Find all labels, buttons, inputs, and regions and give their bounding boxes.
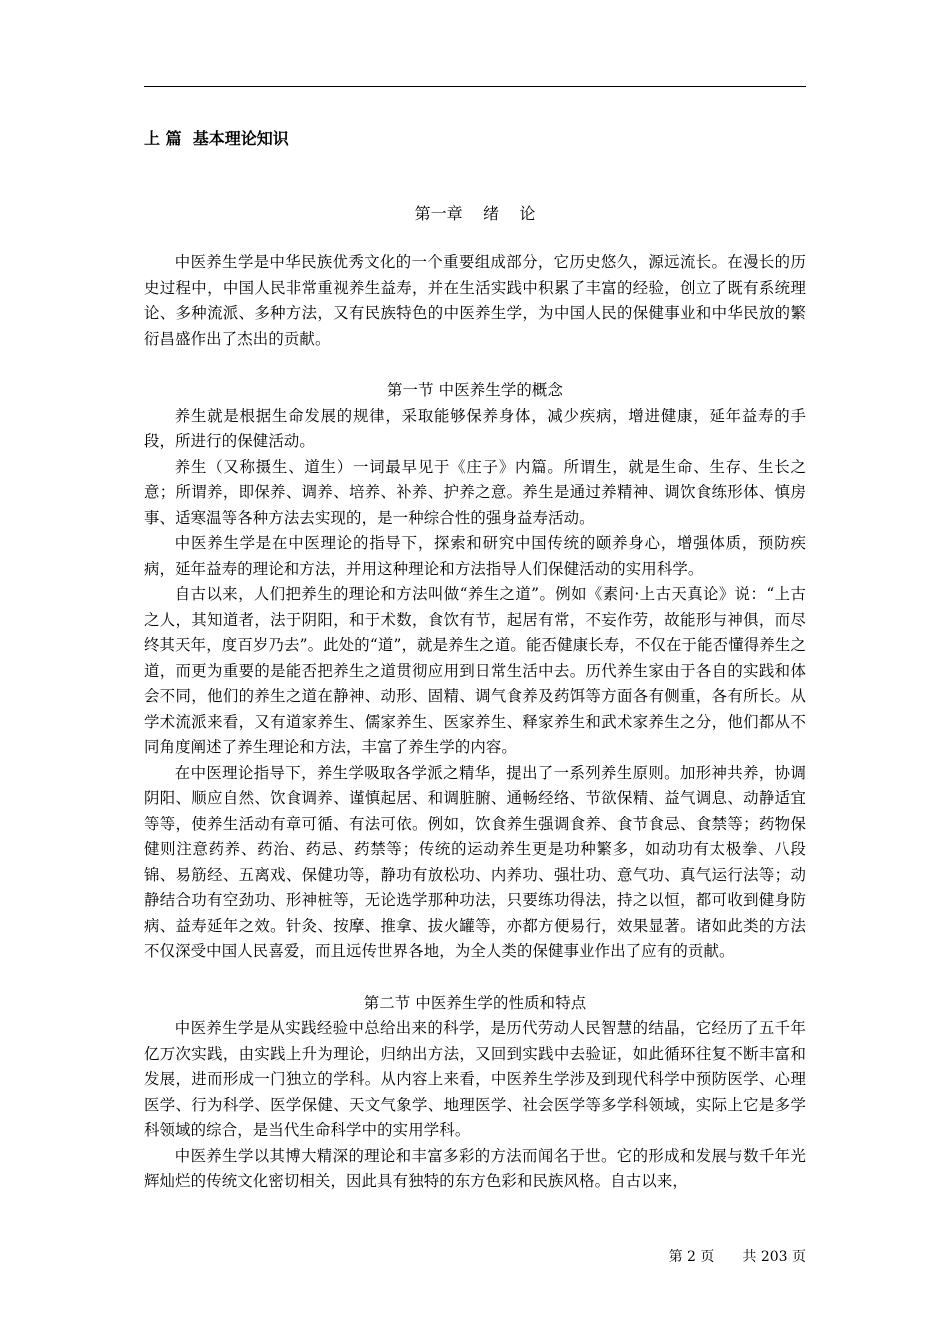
part-title: 上 篇 基本理论知识 <box>144 129 289 148</box>
chapter-title: 第一章 绪 论 <box>414 204 536 223</box>
section-1-paragraph: 自古以来，人们把养生的理论和方法叫做“养生之道”。例如《素问·上古天真论》说：“上古之人，其知道者，法于阴阳，和于术数，食饮有节，起居有常，不妄作劳，故能形与神俱，而尽终其天年，度百岁乃去”。此处的“道”，就是养生之道。能否健康长寿，不仅在于能否懂得养生之道，而更为重要的是能否把养生之道贯彻应用到日常生活中去。历代养生家由于各自的实践和体会不同，他们的养生之道在静神、动形、固精、调气食养及药饵等方面各有侧重，各有所长。从学术流派来看，又有道家养生、儒家养生、医家养生、释家养生和武术家养生之分，他们都从不同角度阐述了养生理论和方法，丰富了养生学的内容。 <box>144 585 806 756</box>
page-total: 共 203 页 <box>742 1249 806 1265</box>
page-body <box>144 250 806 1195</box>
section-2-paragraph: 中医养生学是从实践经验中总给出来的科学，是历代劳动人民智慧的结晶，它经历了五千年亿万次实践，由实践上升为理论，归纳出方法，又回到实践中去验证，如此循环往复不断丰富和发展，进而形成一门独立的学科。从内容上来看，中医养生学涉及到现代科学中预防医学、心理医学、行为科学、医学保健、天文气象学、地理医学、社会医学等多学科领域，实际上它是多学科领域的综合，是当代生命科学中的实用学科。 <box>144 1019 806 1139</box>
section-1-title: 第一节 中医养生学的概念 <box>387 381 563 399</box>
section-1-paragraph: 中医养生学是在中医理论的指导下，探索和研究中国传统的颐养身心，增强体质，预防疾病，延年益寿的理论和方法，并用这种理论和方法指导人们保健活动的实用科学。 <box>144 534 806 578</box>
section-1-paragraph: 养生就是根据生命发展的规律，采取能够保养身体，减少疾病，增进健康，延年益寿的手段，所进行的保健活动。 <box>144 406 806 450</box>
section-1-paragraph: 养生（又称摄生、道生）一词最早见于《庄子》内篇。所谓生，就是生命、生存、生长之意；所谓养，即保养、调养、培养、补养、护养之意。养生是通过养精神、调饮食练形体、慎房事、适寒温等各种方法去实现的，是一种综合性的强身益寿活动。 <box>144 457 806 527</box>
page-number: 第 2 页 <box>668 1249 715 1265</box>
section-2-title: 第二节 中医养生学的性质和特点 <box>363 993 587 1012</box>
page-footer <box>669 1247 806 1267</box>
chapter-intro-paragraph: 中医养生学是中华民族优秀文化的一个重要组成部分，它历史悠久，源远流长。在漫长的历史过程中，中国人民非常重视养生益寿，并在生活实践中积累了丰富的经验，创立了既有系统理论、多种流派、多种方法，又有民族特色的中医养生学，为中国人民的保健事业和中华民放的繁衍昌盛作出了杰出的贡献。 <box>144 253 806 348</box>
section-2-paragraph: 中医养生学以其博大精深的理论和丰富多彩的方法而闻名于世。它的形成和发展与数千年光辉灿烂的传统文化密切相关，因此具有独特的东方色彩和民族风格。自古以来， <box>144 1146 806 1190</box>
section-1-paragraph: 在中医理论指导下，养生学吸取各学派之精华，提出了一系列养生原则。加形神共养，协调阴阳、顺应自然、饮食调养、谨慎起居、和调脏腑、通畅经络、节欲保精、益气调息、动静适宜等等，使养生活动有章可循、有法可依。例如，饮食养生强调食养、食节食忌、食禁等；药物保健则注意药养、药治、药忌、药禁等；传统的运动养生更是功种繁多，如动功有太极拳、八段锦、易筋经、五离戏、保健功等，静功有放松功、内养功、强壮功、意气功、真气运行法等；动静结合功有空劲功、形神桩等，无论选学那种功法，只要练功得法，持之以恒，都可收到健身防病、益寿延年之效。针灸、按摩、推拿、拔火罐等，亦都方便易行，效果显著。诸如此类的方法不仅深受中国人民喜爱，而且远传世界各地，为全人类的保健事业作出了应有的贡献。 <box>144 763 806 960</box>
header-rule <box>144 86 806 87</box>
